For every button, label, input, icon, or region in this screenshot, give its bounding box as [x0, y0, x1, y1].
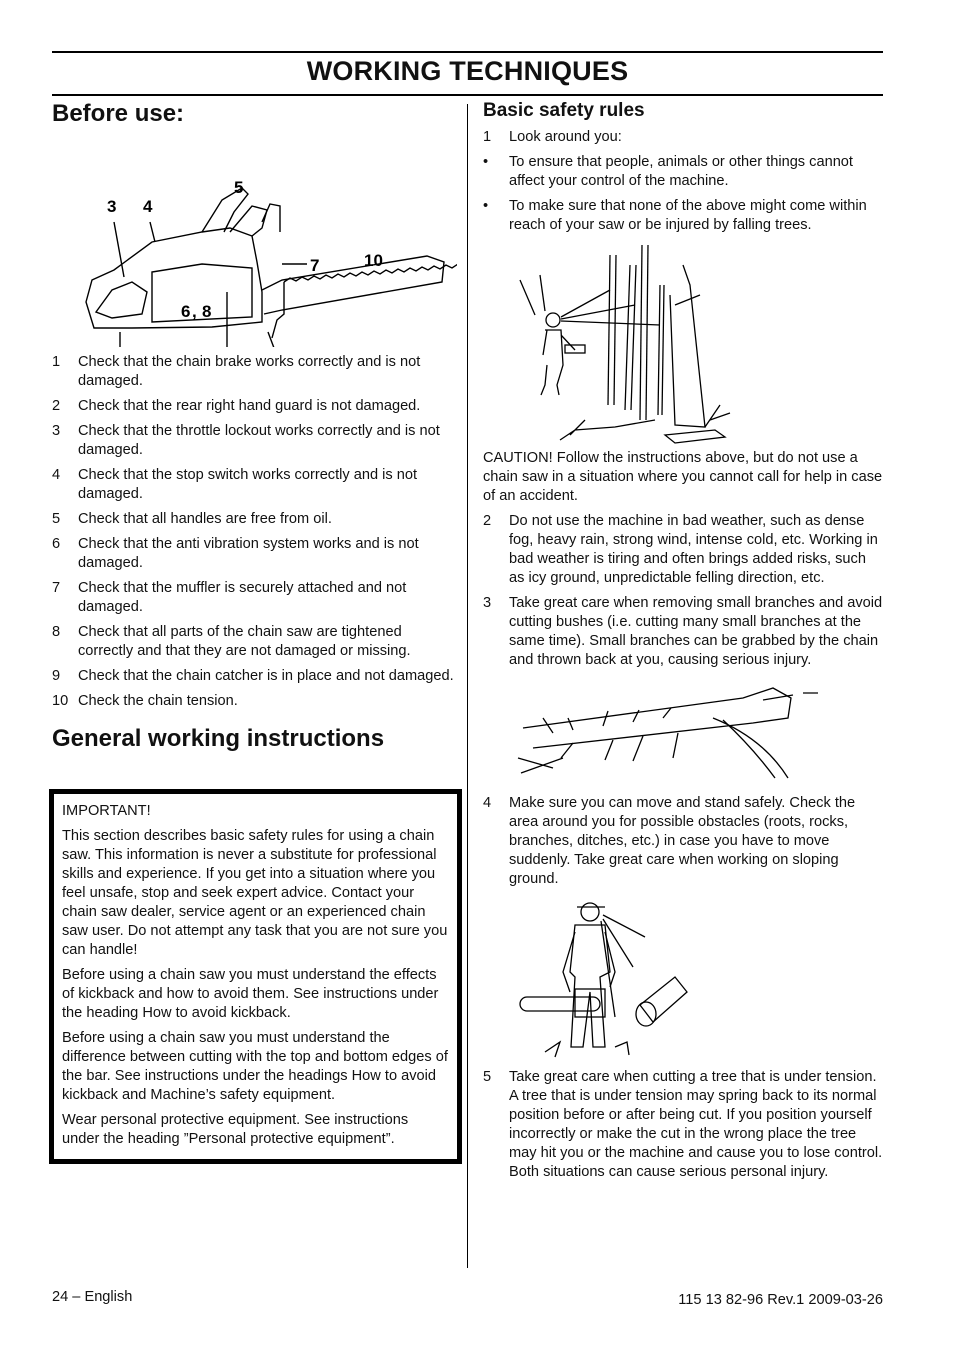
document-code: 115 13 82-96 Rev.1 2009-03-26: [678, 1292, 883, 1308]
right-column: [483, 100, 883, 1182]
page-number: 24 – English: [52, 1289, 133, 1305]
list-item: 5 Check that all handles are free from oil.: [52, 511, 332, 527]
bullet-item: • To ensure that people, animals or other things cannot affect your control of the machine.: [483, 154, 853, 189]
forest-illustration: [515, 245, 755, 445]
list-item: 2 Check that the rear right hand guard is not damaged.: [52, 398, 421, 414]
label-6: 6: [181, 302, 191, 321]
list-item: 7 Check that the muffler is securely attached and not damaged.: [52, 580, 407, 615]
list-item: 1 Look around you:: [483, 129, 622, 145]
left-column: [52, 98, 457, 753]
worker-illustration: [515, 897, 695, 1062]
svg-text:,: ,: [192, 302, 197, 321]
before-use-list: [52, 353, 457, 711]
important-title: IMPORTANT!: [62, 803, 151, 819]
label-10: 10: [364, 251, 383, 270]
label-4: 4: [143, 197, 153, 216]
column-divider: [467, 104, 468, 1268]
list-item: 5 Take great care when cutting a tree that is under tension. A tree that is under tension may spring back to its normal position before or after being cut. If you position yourself incorrectly or make the cut in the wrong place the tree may hit you or the machine and cause you to lose control. Both situations can cause serious personal injury.: [483, 1069, 883, 1180]
list-item: 9 Check that the chain catcher is in place and not damaged.: [52, 668, 454, 684]
list-item: 4 Check that the stop switch works correctly and is not damaged.: [52, 467, 418, 502]
important-paragraph: Before using a chain saw you must understand the difference between cutting with the top and bottom edges of the bar. See instructions under the headings How to avoid kickback and Machine’s safety equipment.: [62, 1030, 448, 1103]
basic-safety-heading: Basic safety rules: [483, 100, 645, 121]
header-rule-top: [52, 51, 883, 53]
label-5: 5: [234, 178, 244, 197]
header-rule-bottom: [52, 94, 883, 96]
list-item: 2 Do not use the machine in bad weather, such as dense fog, heavy rain, strong wind, intense cold, etc. Working in bad weather is tiring and often brings added risks, such as icy ground, unpredictable felling direction, etc.: [483, 513, 878, 586]
list-item: 3 Take great care when removing small branches and avoid cutting bushes (i.e. cutting many small branches at the same time). Small branches can be grabbed by the chain and thrown back at you, causing serious injury.: [483, 595, 883, 668]
label-3: 3: [107, 197, 117, 216]
important-paragraph: Before using a chain saw you must understand the effects of kickback and how to avoid them. See instructions under the heading How to avoid kickback.: [62, 967, 439, 1021]
important-paragraph: Wear personal protective equipment. See instructions under the heading ”Personal protective equipment”.: [62, 1112, 409, 1147]
list-item: 6 Check that the anti vibration system works and is not damaged.: [52, 536, 419, 571]
list-item: 8 Check that all parts of the chain saw are tightened correctly and that they are not damaged or missing.: [52, 624, 411, 659]
list-item: 4 Make sure you can move and stand safely. Check the area around you for possible obstacles (roots, rocks, branches, ditches, etc.) in case you have to move suddenly. Take great care when working on sloping ground.: [483, 795, 856, 887]
caution-text: CAUTION! Follow the instructions above, but do not use a chain saw in a situation where you cannot call for help in case of an accident.: [483, 450, 883, 504]
branches-illustration: [513, 678, 833, 788]
label-7: 7: [310, 256, 320, 275]
list-item: 1 Check that the chain brake works correctly and is not damaged.: [52, 354, 421, 389]
list-item: 3 Check that the throttle lockout works correctly and is not damaged.: [52, 423, 440, 458]
before-use-heading: Before use:: [52, 100, 185, 127]
bullet-item: • To make sure that none of the above might come within reach of your saw or be injured by falling trees.: [483, 198, 867, 233]
page-title: WORKING TECHNIQUES: [306, 56, 629, 86]
label-8: 8: [202, 302, 212, 321]
important-box: [49, 789, 462, 1164]
important-paragraph: This section describes basic safety rules for using a chain saw. This information is never a substitute for professional skills and experience. If you get into a situation where you feel unsafe, stop and seek expert advice. Contact your chain saw dealer, service agent or an experienced chain saw user. Do not attempt any task that you are not sure you can handle!: [62, 828, 448, 958]
general-heading: General working instructions: [52, 725, 385, 752]
list-item: 10 Check the chain tension.: [52, 693, 238, 709]
chainsaw-diagram: [52, 132, 457, 347]
